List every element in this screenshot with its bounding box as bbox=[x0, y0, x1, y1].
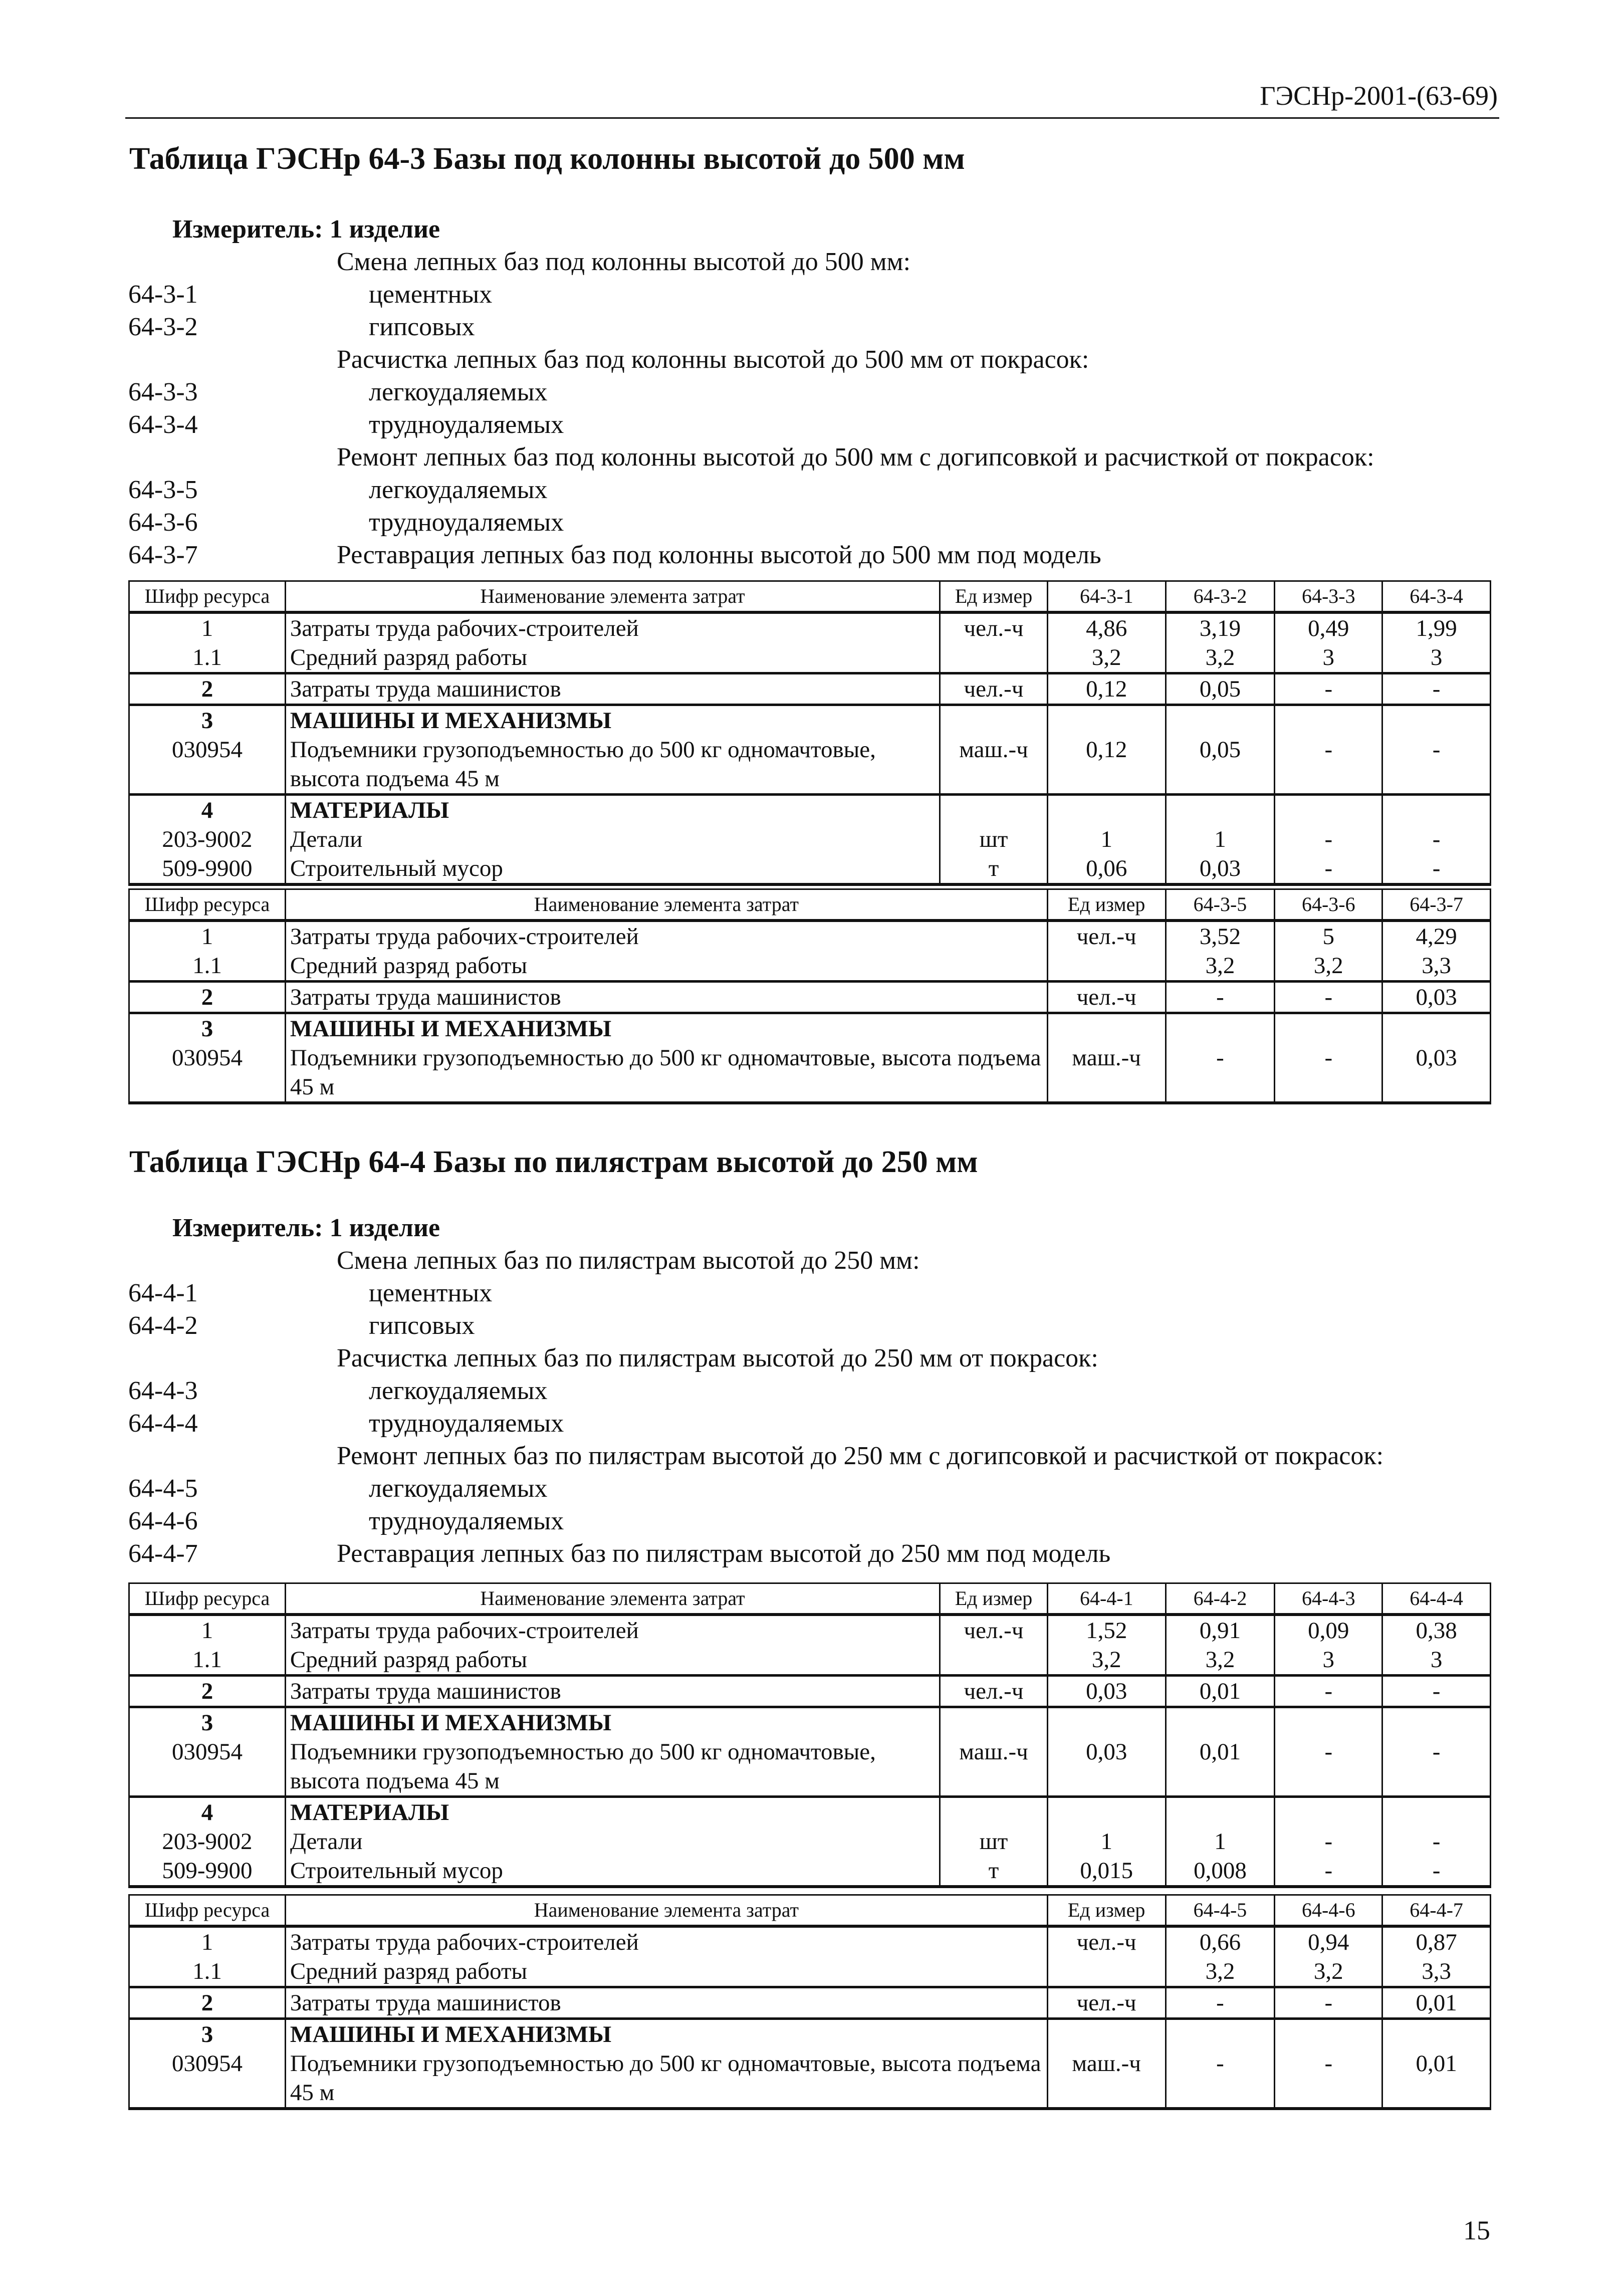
value-cell: 1 bbox=[1166, 1827, 1275, 1856]
value-cell: 1,99 bbox=[1382, 612, 1491, 643]
value-cell: - bbox=[1275, 735, 1382, 795]
cost-element-name: Затраты труда рабочих-строителей bbox=[285, 612, 940, 643]
cost-element-name: МАШИНЫ И МЕХАНИЗМЫ bbox=[285, 1013, 1047, 1044]
norm-heading: Расчистка лепных баз под колонны высотой до 500 мм от покрасок: bbox=[337, 345, 1089, 374]
norm-heading: Ремонт лепных баз под колонны высотой до 500 мм с догипсовкой и расчисткой от покрасок: bbox=[337, 443, 1374, 472]
value-cell: 3,52 bbox=[1166, 921, 1275, 951]
value-cell: 1 bbox=[1047, 825, 1166, 854]
unit: чел.-ч bbox=[1047, 982, 1166, 1013]
resource-code: 203-9002 bbox=[129, 825, 286, 854]
value-cell: - bbox=[1275, 1676, 1382, 1707]
value-cell bbox=[1166, 1797, 1275, 1827]
unit bbox=[940, 1797, 1048, 1827]
value-cell: 3,2 bbox=[1166, 1957, 1275, 1987]
cost-element-name: Затраты труда рабочих-строителей bbox=[285, 1615, 940, 1645]
resource-code: 1.1 bbox=[129, 1957, 286, 1987]
resource-code: 1.1 bbox=[129, 643, 286, 673]
norm-code: 64-4-1 bbox=[128, 1279, 198, 1307]
value-cell: - bbox=[1382, 735, 1491, 795]
table-row bbox=[129, 951, 1491, 982]
column-header: 64-4-6 bbox=[1275, 1895, 1382, 1927]
resource-code: 4 bbox=[129, 1797, 286, 1827]
norm-code: 64-4-3 bbox=[128, 1377, 198, 1405]
value-cell: 4,29 bbox=[1382, 921, 1491, 951]
column-header: 64-3-6 bbox=[1275, 889, 1382, 921]
norm-heading: Смена лепных баз по пилястрам высотой до 250 мм: bbox=[337, 1246, 920, 1275]
norm-item: трудноудаляемых bbox=[369, 1507, 564, 1535]
value-cell bbox=[1166, 705, 1275, 736]
norm-item: трудноудаляемых bbox=[369, 508, 564, 537]
resource-code: 1 bbox=[129, 921, 286, 951]
value-cell bbox=[1275, 705, 1382, 736]
table-row bbox=[129, 612, 1491, 643]
column-header: Наименование элемента затрат bbox=[285, 1895, 1047, 1927]
norm-line bbox=[128, 1407, 1501, 1440]
norm-code: 64-3-7 bbox=[128, 541, 198, 569]
norm-line bbox=[128, 343, 1501, 376]
value-cell: 3,2 bbox=[1166, 951, 1275, 982]
norm-item: цементных bbox=[369, 280, 493, 309]
value-cell: 0,03 bbox=[1047, 1676, 1166, 1707]
unit: т bbox=[940, 854, 1048, 884]
norm-line bbox=[128, 278, 1501, 311]
norm-line bbox=[128, 408, 1501, 441]
value-cell: 0,03 bbox=[1047, 1737, 1166, 1797]
norm-code: 64-3-4 bbox=[128, 410, 198, 439]
norm-item: легкоудаляемых bbox=[369, 1377, 548, 1405]
value-cell: - bbox=[1275, 1856, 1382, 1887]
table-row bbox=[129, 1707, 1491, 1738]
value-cell: 0,94 bbox=[1275, 1926, 1382, 1957]
column-header: Наименование элемента затрат bbox=[285, 1583, 940, 1615]
table-row bbox=[129, 1827, 1491, 1856]
cost-element-name: МАШИНЫ И МЕХАНИЗМЫ bbox=[285, 705, 940, 736]
cost-element-name: Средний разряд работы bbox=[285, 1957, 1047, 1987]
table-row bbox=[129, 854, 1491, 884]
value-cell bbox=[1166, 795, 1275, 825]
norm-line bbox=[128, 376, 1501, 408]
norm-code: 64-4-4 bbox=[128, 1409, 198, 1438]
value-cell: 3 bbox=[1382, 643, 1491, 673]
value-cell: 3 bbox=[1382, 1645, 1491, 1676]
column-header: 64-4-2 bbox=[1166, 1583, 1275, 1615]
norm-item: легкоудаляемых bbox=[369, 1474, 548, 1503]
norm-line bbox=[128, 1244, 1501, 1277]
resource-code: 3 bbox=[129, 705, 286, 736]
value-cell: 0,12 bbox=[1047, 735, 1166, 795]
measure-label: Измеритель: 1 изделие bbox=[172, 215, 440, 244]
cost-element-name: Средний разряд работы bbox=[285, 1645, 940, 1676]
value-cell bbox=[1382, 705, 1491, 736]
value-cell: 0,49 bbox=[1275, 612, 1382, 643]
value-cell bbox=[1047, 795, 1166, 825]
value-cell: - bbox=[1166, 1043, 1275, 1103]
page-number: 15 bbox=[1463, 2215, 1490, 2245]
resource-code: 2 bbox=[129, 1676, 286, 1707]
table-row bbox=[129, 735, 1491, 795]
value-cell: 0,01 bbox=[1382, 2049, 1491, 2109]
table-row bbox=[129, 705, 1491, 736]
cost-element-name: Подъемники грузоподъемностью до 500 кг одномачтовые, высота подъема 45 м bbox=[285, 735, 940, 795]
value-cell: 0,05 bbox=[1166, 735, 1275, 795]
unit: маш.-ч bbox=[940, 1737, 1048, 1797]
value-cell: 3,2 bbox=[1166, 1645, 1275, 1676]
resource-code: 030954 bbox=[129, 1737, 286, 1797]
norm-item: гипсовых bbox=[369, 313, 475, 341]
column-header: Шифр ресурса bbox=[129, 1895, 286, 1927]
column-header: 64-3-5 bbox=[1166, 889, 1275, 921]
cost-element-name: Строительный мусор bbox=[285, 1856, 940, 1887]
value-cell: - bbox=[1275, 2049, 1382, 2109]
norm-line bbox=[128, 311, 1501, 343]
cost-element-name: МАШИНЫ И МЕХАНИЗМЫ bbox=[285, 1707, 940, 1738]
value-cell bbox=[1275, 1013, 1382, 1044]
column-header: 64-3-3 bbox=[1275, 581, 1382, 613]
value-cell: - bbox=[1382, 1737, 1491, 1797]
resource-code: 509-9900 bbox=[129, 1856, 286, 1887]
header-divider bbox=[125, 117, 1499, 119]
resource-code: 1 bbox=[129, 1615, 286, 1645]
cost-element-name: Подъемники грузоподъемностью до 500 кг одномачтовые, высота подъема 45 м bbox=[285, 1737, 940, 1797]
value-cell bbox=[1166, 2019, 1275, 2049]
resource-code: 3 bbox=[129, 1707, 286, 1738]
value-cell: - bbox=[1382, 1827, 1491, 1856]
table-row bbox=[129, 1043, 1491, 1103]
resource-table bbox=[128, 580, 1491, 886]
unit: т bbox=[940, 1856, 1048, 1887]
unit: чел.-ч bbox=[940, 1615, 1048, 1645]
unit bbox=[940, 643, 1048, 673]
value-cell bbox=[1166, 1707, 1275, 1738]
table-row bbox=[129, 1676, 1491, 1707]
document-code-header: ГЭСНр-2001-(63-69) bbox=[1260, 81, 1498, 111]
value-cell bbox=[1382, 2019, 1491, 2049]
value-cell: 0,66 bbox=[1166, 1926, 1275, 1957]
value-cell bbox=[1275, 795, 1382, 825]
value-cell: 3,19 bbox=[1166, 612, 1275, 643]
resource-code: 1.1 bbox=[129, 951, 286, 982]
norm-heading: Реставрация лепных баз по пилястрам высотой до 250 мм под модель bbox=[337, 1539, 1111, 1568]
norm-code: 64-4-5 bbox=[128, 1474, 198, 1503]
norm-list bbox=[128, 1212, 1501, 1570]
unit: чел.-ч bbox=[940, 673, 1048, 705]
value-cell: 0,91 bbox=[1166, 1615, 1275, 1645]
value-cell: 0,03 bbox=[1382, 1043, 1491, 1103]
value-cell bbox=[1275, 1797, 1382, 1827]
cost-element-name: Детали bbox=[285, 825, 940, 854]
unit bbox=[1047, 1013, 1166, 1044]
value-cell: - bbox=[1275, 673, 1382, 705]
resource-code: 1 bbox=[129, 612, 286, 643]
value-cell: - bbox=[1275, 1043, 1382, 1103]
value-cell: 0,01 bbox=[1166, 1737, 1275, 1797]
column-header: 64-3-2 bbox=[1166, 581, 1275, 613]
resource-code: 2 bbox=[129, 673, 286, 705]
unit: маш.-ч bbox=[1047, 1043, 1166, 1103]
unit: маш.-ч bbox=[940, 735, 1048, 795]
value-cell: 4,86 bbox=[1047, 612, 1166, 643]
norm-code: 64-3-5 bbox=[128, 476, 198, 504]
value-cell: 5 bbox=[1275, 921, 1382, 951]
column-header: 64-4-7 bbox=[1382, 1895, 1491, 1927]
table-row bbox=[129, 825, 1491, 854]
cost-element-name: Подъемники грузоподъемностью до 500 кг одномачтовые, высота подъема 45 м bbox=[285, 1043, 1047, 1103]
unit: маш.-ч bbox=[1047, 2049, 1166, 2109]
column-header: 64-4-5 bbox=[1166, 1895, 1275, 1927]
table-row bbox=[129, 921, 1491, 951]
resource-code: 1.1 bbox=[129, 1645, 286, 1676]
resource-table bbox=[128, 888, 1491, 1104]
column-header: Ед измер bbox=[940, 581, 1048, 613]
unit: чел.-ч bbox=[940, 612, 1048, 643]
norm-code: 64-4-6 bbox=[128, 1507, 198, 1535]
value-cell: 0,03 bbox=[1166, 854, 1275, 884]
resource-code: 3 bbox=[129, 1013, 286, 1044]
table-row bbox=[129, 795, 1491, 825]
norm-line bbox=[128, 539, 1501, 571]
value-cell: 0,06 bbox=[1047, 854, 1166, 884]
resource-code: 030954 bbox=[129, 2049, 286, 2109]
resource-code: 509-9900 bbox=[129, 854, 286, 884]
unit: чел.-ч bbox=[1047, 921, 1166, 951]
value-cell bbox=[1382, 1707, 1491, 1738]
value-cell: 0,015 bbox=[1047, 1856, 1166, 1887]
norm-code: 64-3-1 bbox=[128, 280, 198, 309]
value-cell: - bbox=[1382, 673, 1491, 705]
unit bbox=[940, 795, 1048, 825]
measure-row bbox=[128, 213, 1501, 246]
table-row bbox=[129, 982, 1491, 1013]
norm-item: цементных bbox=[369, 1279, 493, 1307]
norm-line bbox=[128, 1342, 1501, 1375]
measure-row bbox=[128, 1212, 1501, 1244]
value-cell bbox=[1047, 1707, 1166, 1738]
cost-element-name: Детали bbox=[285, 1827, 940, 1856]
column-header: Шифр ресурса bbox=[129, 889, 286, 921]
norm-line bbox=[128, 1309, 1501, 1342]
table-row bbox=[129, 1737, 1491, 1797]
resource-table bbox=[128, 1582, 1491, 1888]
norm-line bbox=[128, 474, 1501, 506]
value-cell bbox=[1047, 1797, 1166, 1827]
unit bbox=[1047, 2019, 1166, 2049]
unit: чел.-ч bbox=[940, 1676, 1048, 1707]
value-cell bbox=[1382, 795, 1491, 825]
cost-element-name: Затраты труда рабочих-строителей bbox=[285, 921, 1047, 951]
table-row bbox=[129, 1926, 1491, 1957]
norm-item: гипсовых bbox=[369, 1311, 475, 1340]
table-row bbox=[129, 1856, 1491, 1887]
value-cell: 0,09 bbox=[1275, 1615, 1382, 1645]
norm-heading: Расчистка лепных баз по пилястрам высотой до 250 мм от покрасок: bbox=[337, 1344, 1098, 1372]
resource-code: 3 bbox=[129, 2019, 286, 2049]
norm-line bbox=[128, 441, 1501, 474]
cost-element-name: МАШИНЫ И МЕХАНИЗМЫ bbox=[285, 2019, 1047, 2049]
resource-code: 2 bbox=[129, 1987, 286, 2019]
unit bbox=[1047, 1957, 1166, 1987]
resource-code: 1 bbox=[129, 1926, 286, 1957]
norm-code: 64-4-2 bbox=[128, 1311, 198, 1340]
table-row bbox=[129, 2049, 1491, 2109]
value-cell: - bbox=[1275, 982, 1382, 1013]
norm-heading: Ремонт лепных баз по пилястрам высотой до 250 мм с догипсовкой и расчисткой от покрасок: bbox=[337, 1442, 1384, 1470]
value-cell: - bbox=[1382, 1856, 1491, 1887]
column-header: Наименование элемента затрат bbox=[285, 889, 1047, 921]
norm-heading: Смена лепных баз под колонны высотой до 500 мм: bbox=[337, 248, 911, 276]
table-row bbox=[129, 1957, 1491, 1987]
table-row bbox=[129, 643, 1491, 673]
cost-element-name: Средний разряд работы bbox=[285, 643, 940, 673]
norm-list bbox=[128, 213, 1501, 571]
table-row bbox=[129, 1013, 1491, 1044]
column-header: 64-4-4 bbox=[1382, 1583, 1491, 1615]
table-row bbox=[129, 1645, 1491, 1676]
table-header-row bbox=[129, 1583, 1491, 1615]
value-cell: 3,2 bbox=[1047, 1645, 1166, 1676]
table-row bbox=[129, 2019, 1491, 2049]
measure-label: Измеритель: 1 изделие bbox=[172, 1214, 440, 1242]
value-cell: - bbox=[1275, 1987, 1382, 2019]
norm-item: легкоудаляемых bbox=[369, 378, 548, 406]
norm-code: 64-3-6 bbox=[128, 508, 198, 537]
value-cell: 3,3 bbox=[1382, 1957, 1491, 1987]
value-cell: 3 bbox=[1275, 1645, 1382, 1676]
column-header: Ед измер bbox=[1047, 1895, 1166, 1927]
norm-line bbox=[128, 1440, 1501, 1472]
value-cell: 0,008 bbox=[1166, 1856, 1275, 1887]
value-cell: - bbox=[1275, 825, 1382, 854]
value-cell: 3,2 bbox=[1275, 951, 1382, 982]
value-cell bbox=[1275, 1707, 1382, 1738]
value-cell: 3 bbox=[1275, 643, 1382, 673]
table-row bbox=[129, 1615, 1491, 1645]
table-header-row bbox=[129, 889, 1491, 921]
value-cell: 0,87 bbox=[1382, 1926, 1491, 1957]
section-title: Таблица ГЭСНр 64-3 Базы под колонны высотой до 500 мм bbox=[129, 142, 965, 176]
column-header: Шифр ресурса bbox=[129, 1583, 286, 1615]
value-cell: 1 bbox=[1047, 1827, 1166, 1856]
column-header: 64-4-3 bbox=[1275, 1583, 1382, 1615]
cost-element-name: Средний разряд работы bbox=[285, 951, 1047, 982]
column-header: 64-3-1 bbox=[1047, 581, 1166, 613]
table-row bbox=[129, 673, 1491, 705]
norm-line bbox=[128, 1472, 1501, 1505]
unit: шт bbox=[940, 1827, 1048, 1856]
value-cell: - bbox=[1166, 2049, 1275, 2109]
value-cell bbox=[1275, 2019, 1382, 2049]
cost-element-name: Затраты труда машинистов bbox=[285, 673, 940, 705]
unit bbox=[940, 705, 1048, 736]
norm-item: трудноудаляемых bbox=[369, 410, 564, 439]
norm-line bbox=[128, 506, 1501, 539]
column-header: 64-4-1 bbox=[1047, 1583, 1166, 1615]
column-header: Ед измер bbox=[1047, 889, 1166, 921]
table-header-row bbox=[129, 581, 1491, 613]
norm-code: 64-3-2 bbox=[128, 313, 198, 341]
cost-element-name: Строительный мусор bbox=[285, 854, 940, 884]
cost-element-name: Затраты труда машинистов bbox=[285, 1987, 1047, 2019]
norm-line bbox=[128, 246, 1501, 278]
column-header: Наименование элемента затрат bbox=[285, 581, 940, 613]
norm-code: 64-3-3 bbox=[128, 378, 198, 406]
value-cell: - bbox=[1275, 854, 1382, 884]
value-cell: 1 bbox=[1166, 825, 1275, 854]
value-cell: 3,2 bbox=[1275, 1957, 1382, 1987]
value-cell: - bbox=[1382, 825, 1491, 854]
value-cell: 0,12 bbox=[1047, 673, 1166, 705]
resource-code: 4 bbox=[129, 795, 286, 825]
unit bbox=[1047, 951, 1166, 982]
column-header: Ед измер bbox=[940, 1583, 1048, 1615]
unit: шт bbox=[940, 825, 1048, 854]
value-cell: - bbox=[1166, 982, 1275, 1013]
norm-line bbox=[128, 1375, 1501, 1407]
value-cell: 0,38 bbox=[1382, 1615, 1491, 1645]
norm-code: 64-4-7 bbox=[128, 1539, 198, 1568]
cost-element-name: Затраты труда рабочих-строителей bbox=[285, 1926, 1047, 1957]
norm-item: трудноудаляемых bbox=[369, 1409, 564, 1438]
norm-line bbox=[128, 1537, 1501, 1570]
cost-element-name: Затраты труда машинистов bbox=[285, 1676, 940, 1707]
unit bbox=[940, 1707, 1048, 1738]
resource-code: 2 bbox=[129, 982, 286, 1013]
value-cell bbox=[1166, 1013, 1275, 1044]
value-cell: - bbox=[1166, 1987, 1275, 2019]
norm-line bbox=[128, 1505, 1501, 1537]
norm-item: легкоудаляемых bbox=[369, 476, 548, 504]
unit: чел.-ч bbox=[1047, 1987, 1166, 2019]
value-cell: 1,52 bbox=[1047, 1615, 1166, 1645]
value-cell: 0,01 bbox=[1166, 1676, 1275, 1707]
column-header: Шифр ресурса bbox=[129, 581, 286, 613]
value-cell: 0,01 bbox=[1382, 1987, 1491, 2019]
value-cell bbox=[1382, 1013, 1491, 1044]
value-cell: - bbox=[1275, 1737, 1382, 1797]
resource-code: 203-9002 bbox=[129, 1827, 286, 1856]
resource-table bbox=[128, 1894, 1491, 2110]
cost-element-name: МАТЕРИАЛЫ bbox=[285, 1797, 940, 1827]
value-cell: 3,2 bbox=[1166, 643, 1275, 673]
table-row bbox=[129, 1797, 1491, 1827]
section-title: Таблица ГЭСНр 64-4 Базы по пилястрам высотой до 250 мм bbox=[129, 1145, 978, 1179]
value-cell bbox=[1047, 705, 1166, 736]
column-header: 64-3-4 bbox=[1382, 581, 1491, 613]
cost-element-name: МАТЕРИАЛЫ bbox=[285, 795, 940, 825]
unit bbox=[940, 1645, 1048, 1676]
table-header-row bbox=[129, 1895, 1491, 1927]
norm-line bbox=[128, 1277, 1501, 1309]
table-row bbox=[129, 1987, 1491, 2019]
value-cell: - bbox=[1382, 1676, 1491, 1707]
resource-code: 030954 bbox=[129, 1043, 286, 1103]
value-cell: 3,3 bbox=[1382, 951, 1491, 982]
value-cell: 3,2 bbox=[1047, 643, 1166, 673]
value-cell: - bbox=[1275, 1827, 1382, 1856]
value-cell: 0,03 bbox=[1382, 982, 1491, 1013]
value-cell bbox=[1382, 1797, 1491, 1827]
value-cell: 0,05 bbox=[1166, 673, 1275, 705]
value-cell: - bbox=[1382, 854, 1491, 884]
norm-heading: Реставрация лепных баз под колонны высотой до 500 мм под модель bbox=[337, 541, 1101, 569]
cost-element-name: Подъемники грузоподъемностью до 500 кг одномачтовые, высота подъема 45 м bbox=[285, 2049, 1047, 2109]
unit: чел.-ч bbox=[1047, 1926, 1166, 1957]
cost-element-name: Затраты труда машинистов bbox=[285, 982, 1047, 1013]
resource-code: 030954 bbox=[129, 735, 286, 795]
column-header: 64-3-7 bbox=[1382, 889, 1491, 921]
